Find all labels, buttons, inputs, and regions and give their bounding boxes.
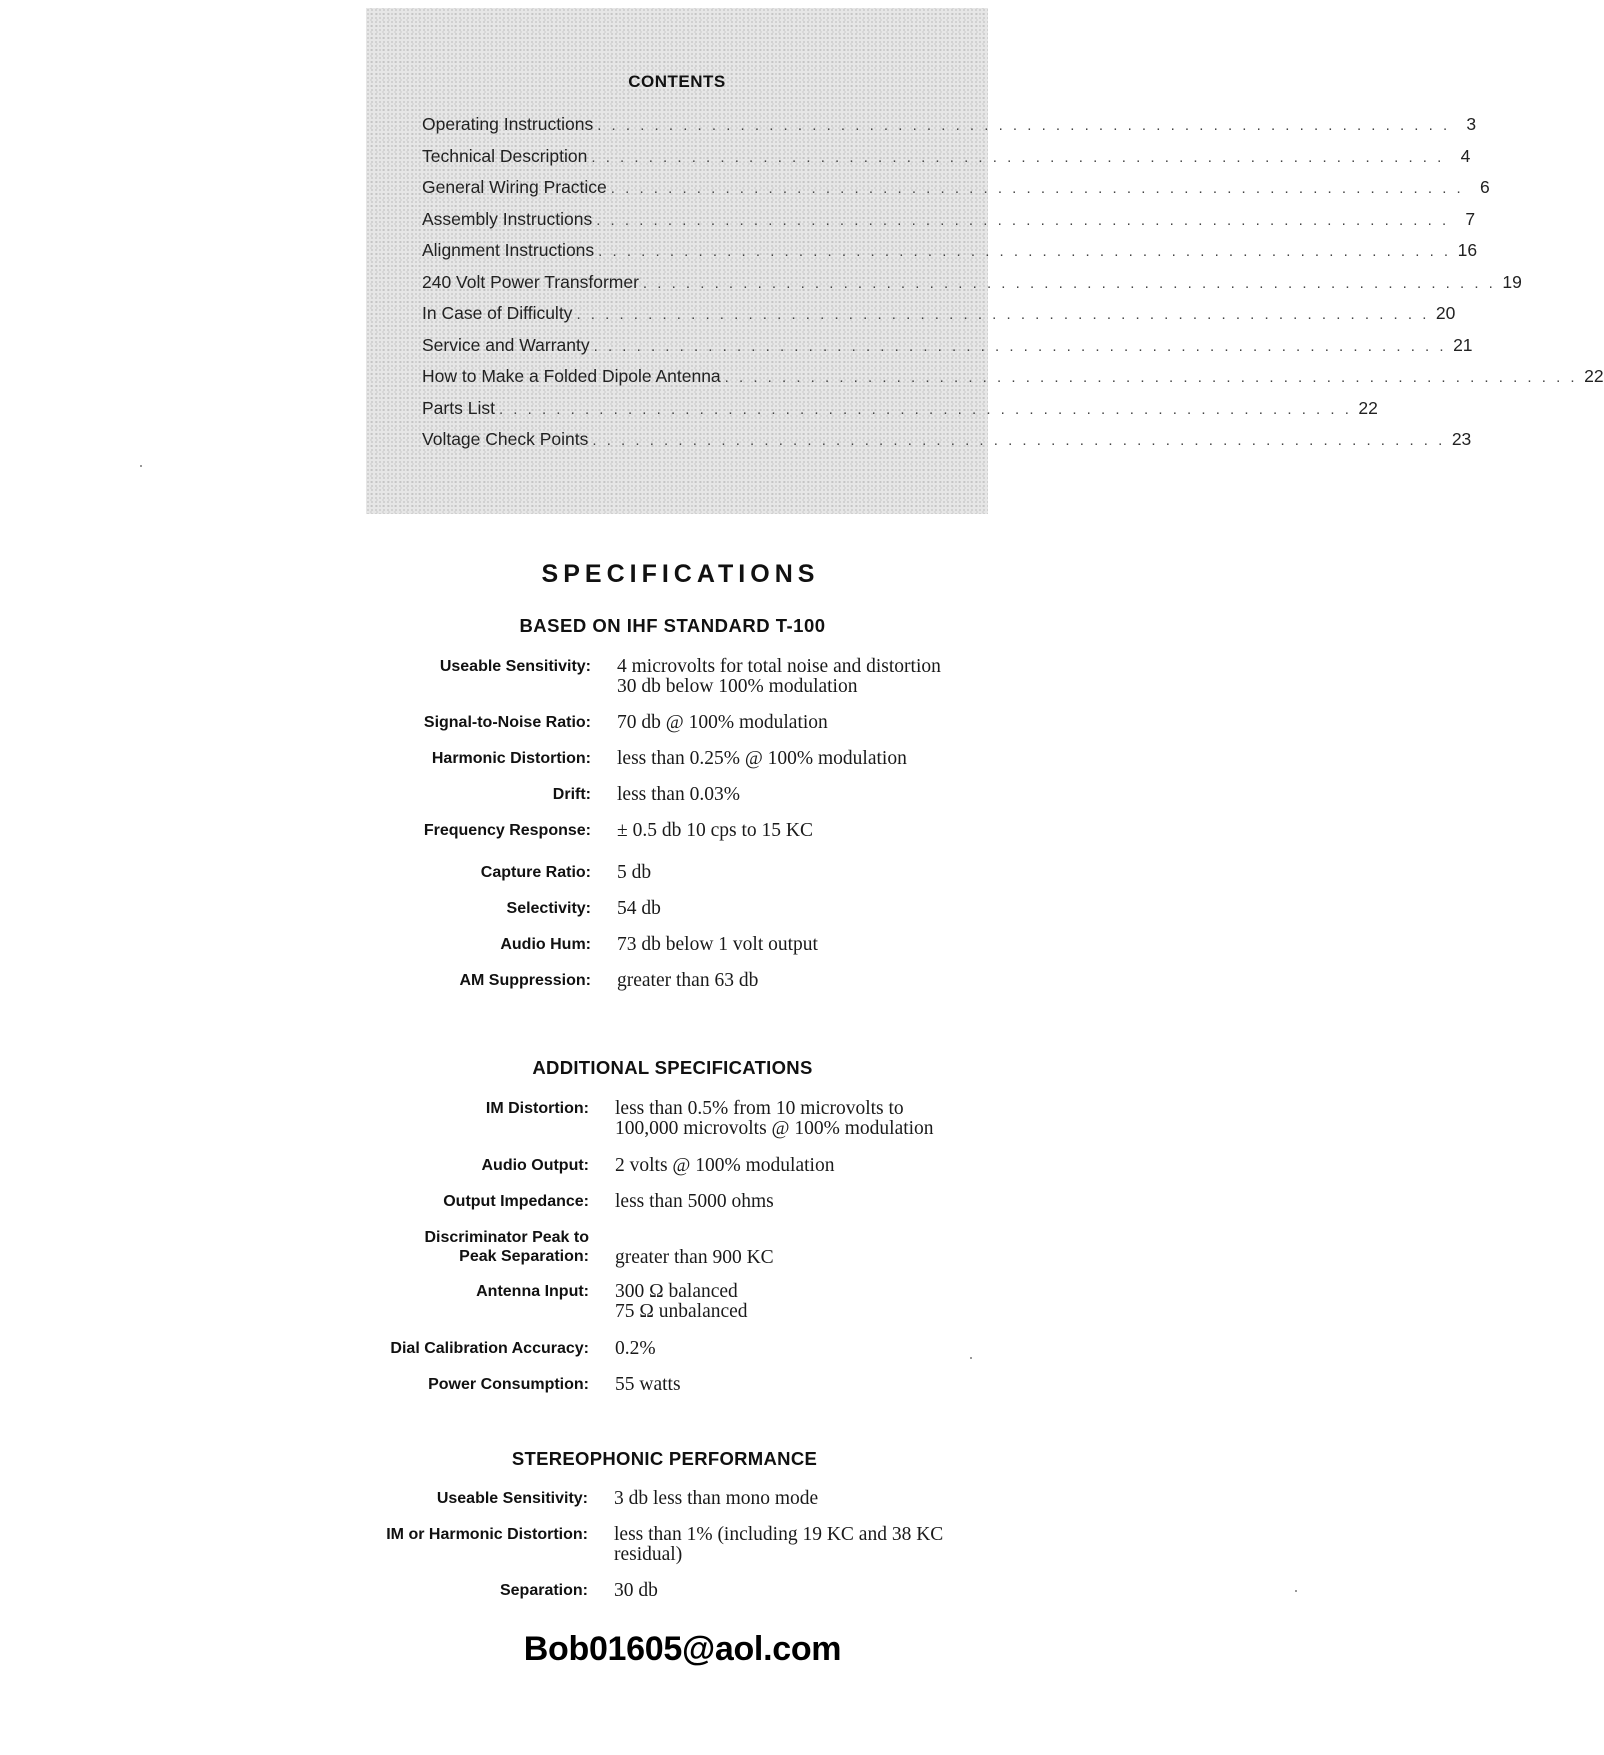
spec-value: 2 volts @ 100% modulation xyxy=(615,1155,835,1176)
toc-leader-dots: . . . . . . . . . . . . . . . . . . . . . . . . . . . . . . . . . . . . . . . . . . . . . . . . . . . . . . . . . . . . xyxy=(610,180,1464,197)
toc-page-number: 6 xyxy=(1480,177,1490,197)
footer-email-text: Bob01605@aol.com xyxy=(523,1630,842,1668)
toc-label: Operating Instructions xyxy=(422,114,594,134)
toc-row xyxy=(422,145,1471,178)
spec-value: greater than 63 db xyxy=(617,970,759,991)
spec-label: Drift: xyxy=(552,786,591,803)
specifications-title: SPECIFICATIONS xyxy=(541,560,820,588)
toc-page-number: 19 xyxy=(1502,271,1522,292)
toc-page-number: 16 xyxy=(1457,240,1478,260)
spec-label: Useable Sensitivity: xyxy=(436,1490,588,1507)
toc-label: In Case of Difficulty xyxy=(422,303,573,323)
spec-value: 0.2% xyxy=(615,1338,656,1359)
spec-label: Signal-to-Noise Ratio: xyxy=(423,714,591,731)
spec-label: AM Suppression: xyxy=(459,972,591,989)
toc-row xyxy=(422,271,1522,304)
spec-value: less than 0.25% @ 100% modulation xyxy=(617,748,907,769)
toc-leader-dots: . . . . . . . . . . . . . . . . . . . . . . . . . . . . . . . . . . . . . . . . . . . . . . . . . . . . . . . . . . . . xyxy=(597,117,1451,134)
toc-list xyxy=(422,114,1604,461)
spec-value: 30 db xyxy=(614,1580,658,1601)
spec-value: 70 db @ 100% modulation xyxy=(617,712,828,733)
toc-page-number: 22 xyxy=(1358,397,1378,418)
spec-value: greater than 900 KC xyxy=(615,1247,774,1268)
specifications-subtitle: BASED ON IHF STANDARD T-100 xyxy=(519,615,826,636)
contents-box xyxy=(366,8,1604,514)
spec-label: Selectivity: xyxy=(506,900,591,917)
spec-value: 55 watts xyxy=(615,1374,681,1395)
footer-email xyxy=(0,1630,1361,1669)
spec-label: Audio Hum: xyxy=(500,936,591,953)
toc-row xyxy=(422,114,1477,146)
spec-value: less than 5000 ohms xyxy=(615,1191,774,1212)
toc-leader-dots: . . . . . . . . . . . . . . . . . . . . . . . . . . . . . . . . . . . . . . . . . . . . . . . . . . . . . . . . . . . . xyxy=(598,243,1452,260)
toc-leader-dots: . . . . . . . . . . . . . . . . . . . . . . . . . . . . . . . . . . . . . . . . . . . . . . . . . . . . . . . . . . . . xyxy=(592,432,1446,449)
spec-label: Power Consumption: xyxy=(428,1376,589,1393)
stereophonic-performance-title: STEREOPHONIC PERFORMANCE xyxy=(511,1448,818,1469)
toc-leader-dots: . . . . . . . . . . . . . . . . . . . . . . . . . . . . . . . . . . . . . . . . . . . . . . . . . . . . . . . . . . . . xyxy=(596,211,1450,229)
toc-label: Assembly Instructions xyxy=(422,208,593,229)
toc-leader-dots: . . . . . . . . . . . . . . . . . . . . . . . . . . . . . . . . . . . . . . . . . . . . . . . . . . . . . . . . . . . . xyxy=(591,148,1445,166)
spec-label: Dial Calibration Accuracy: xyxy=(390,1340,589,1357)
spec-value: less than 0.5% from 10 microvolts to 100,000 microvolts @ 100% modulation xyxy=(615,1098,934,1139)
contents-title: CONTENTS xyxy=(628,72,726,91)
spec-label: Output Impedance: xyxy=(443,1193,589,1210)
toc-row xyxy=(422,208,1476,241)
toc-row xyxy=(422,303,1456,335)
additional-specifications-title: ADDITIONAL SPECIFICATIONS xyxy=(532,1057,813,1078)
toc-row xyxy=(422,334,1473,367)
spec-label: Audio Output: xyxy=(481,1157,589,1174)
spec-label: Antenna Input: xyxy=(476,1283,589,1300)
toc-label: General Wiring Practice xyxy=(422,177,607,197)
spec-label: Useable Sensitivity: xyxy=(439,658,591,675)
toc-label: Alignment Instructions xyxy=(422,240,595,260)
spec-value: less than 0.03% xyxy=(617,784,740,805)
toc-leader-dots: . . . . . . . . . . . . . . . . . . . . . . . . . . . . . . . . . . . . . . . . . . . . . . . . . . . . . . . . . . . . xyxy=(576,306,1430,323)
spec-value: 3 db less than mono mode xyxy=(614,1488,819,1509)
toc-row xyxy=(422,177,1490,209)
scan-speck xyxy=(140,465,142,467)
spec-label: Discriminator Peak to Peak Separation: xyxy=(424,1229,589,1265)
spec-value: ± 0.5 db 10 cps to 15 KC xyxy=(617,820,813,841)
toc-page-number: 3 xyxy=(1466,114,1477,134)
toc-label: Voltage Check Points xyxy=(422,429,589,449)
toc-page-number: 22 xyxy=(1584,366,1604,386)
toc-page-number: 4 xyxy=(1460,145,1471,166)
toc-label: Technical Description xyxy=(422,145,588,166)
spec-label: Capture Ratio: xyxy=(480,864,591,881)
toc-leader-dots: . . . . . . . . . . . . . . . . . . . . . . . . . . . . . . . . . . . . . . . . . . . . . . . . . . . . . . . . . . . . xyxy=(498,400,1352,418)
toc-row xyxy=(422,429,1472,461)
toc-label: 240 Volt Power Transformer xyxy=(422,271,639,292)
spec-value: 4 microvolts for total noise and distortion 30 db below 100% modulation xyxy=(617,656,941,697)
spec-label: IM Distortion: xyxy=(485,1100,589,1117)
scan-speck xyxy=(1295,1590,1297,1592)
toc-label: Service and Warranty xyxy=(422,334,590,355)
toc-page-number: 21 xyxy=(1453,334,1473,355)
toc-leader-dots: . . . . . . . . . . . . . . . . . . . . . . . . . . . . . . . . . . . . . . . . . . . . . . . . . . . . . . . . . . . . xyxy=(642,274,1496,292)
spec-value: less than 1% (including 19 KC and 38 KC residual) xyxy=(614,1524,944,1565)
toc-row xyxy=(422,397,1378,430)
spec-label: Frequency Response: xyxy=(423,822,591,839)
toc-leader-dots: . . . . . . . . . . . . . . . . . . . . . . . . . . . . . . . . . . . . . . . . . . . . . . . . . . . . . . . . . . . . xyxy=(724,369,1578,386)
scan-speck xyxy=(970,1357,972,1359)
toc-label: How to Make a Folded Dipole Antenna xyxy=(422,366,721,386)
toc-page-number: 20 xyxy=(1435,303,1456,323)
spec-value: 5 db xyxy=(617,862,652,883)
spec-value: 54 db xyxy=(617,898,661,919)
toc-page-number: 23 xyxy=(1451,429,1472,449)
spec-label: IM or Harmonic Distortion: xyxy=(386,1526,588,1543)
spec-value: 73 db below 1 volt output xyxy=(617,934,818,955)
toc-row xyxy=(422,366,1604,398)
spec-value: 300 Ω balanced 75 Ω unbalanced xyxy=(615,1281,748,1322)
spec-label: Harmonic Distortion: xyxy=(431,750,591,767)
toc-label: Parts List xyxy=(422,397,495,418)
spec-label: Separation: xyxy=(499,1582,588,1599)
toc-leader-dots: . . . . . . . . . . . . . . . . . . . . . . . . . . . . . . . . . . . . . . . . . . . . . . . . . . . . . . . . . . . . xyxy=(593,337,1447,355)
toc-row xyxy=(422,240,1478,272)
toc-page-number: 7 xyxy=(1465,208,1476,229)
